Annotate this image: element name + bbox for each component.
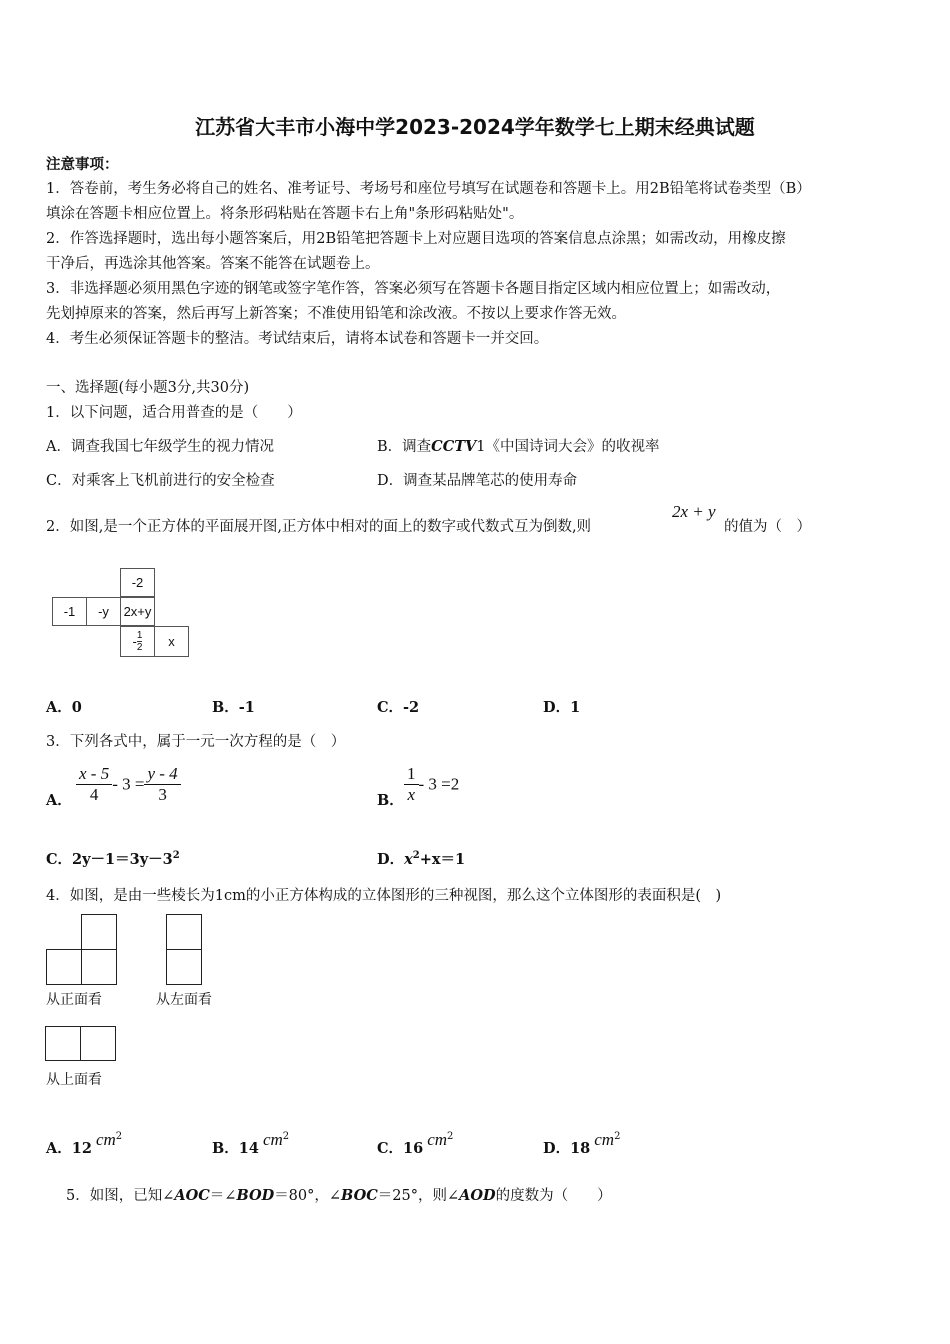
net-face-center: 2x+y	[120, 597, 155, 626]
q3-option-a-label: A．	[46, 792, 72, 809]
net-face-right: x	[154, 626, 189, 657]
front-view-square	[46, 949, 82, 985]
section-heading: 一、选择题(每小题3分,共30分)	[46, 380, 250, 396]
notice-line: 干净后，再选涂其他答案。答案不能答在试题卷上。	[46, 256, 380, 272]
q3-option-b-equation: $\frac{1}{x}$ - 3 =2	[404, 764, 459, 805]
q1-option-d: D．调查某品牌笔芯的使用寿命	[377, 473, 578, 489]
top-view-square	[45, 1026, 81, 1061]
q2-option-b: B．-1	[212, 699, 255, 716]
notice-line: 1．答卷前，考生务必将自己的姓名、准考证号、考场号和座位号填写在试题卷和答题卡上。用2B铅笔将试卷类型（B）	[46, 181, 811, 197]
q1-option-b: B．调查CCTV1《中国诗词大会》的收视率	[377, 438, 660, 455]
q4-option-d: D．18 $cm^2$	[543, 1130, 621, 1157]
question-5-stem: 5．如图，已知∠AOC＝∠BOD＝80°，∠BOC＝25°，则∠AOD的度数为（ ）	[66, 1187, 612, 1204]
left-view-square	[166, 949, 202, 985]
top-view-label: 从上面看	[46, 1071, 102, 1087]
notice-line: 4．考生必须保证答题卡的整洁。考试结束后，请将本试卷和答题卡一并交回。	[46, 331, 549, 347]
left-view-square	[166, 914, 202, 950]
front-view-label: 从正面看	[46, 991, 102, 1007]
page-title: 江苏省大丰市小海中学2023-2024学年数学七上期末经典试题	[195, 115, 755, 139]
notice-line: 2．作答选择题时，选出每小题答案后，用2B铅笔把答题卡上对应题目选项的答案信息点涂黑；如需改动，用橡皮擦	[46, 231, 786, 247]
question-1-stem: 1．以下问题，适合用普查的是（ ）	[46, 405, 302, 421]
q3-option-b-label: B．	[377, 792, 404, 809]
q2-option-d: D．1	[543, 699, 581, 716]
net-face-top: -2	[120, 568, 155, 597]
q3-option-d: D．$x^2+x=1$	[377, 850, 466, 868]
notice-line: 先划掉原来的答案，然后再写上新答案；不准使用铅笔和涂改液。不按以上要求作答无效。	[46, 306, 626, 322]
q3-option-a-equation: $\frac{x - 5}{4}$ - 3 = $\frac{y - 4}{3}$	[76, 764, 181, 805]
q4-option-b: B．14 $cm^2$	[212, 1130, 290, 1157]
left-view-label: 从左面看	[156, 991, 212, 1007]
q1-option-c: C．对乘客上飞机前进行的安全检查	[46, 473, 275, 489]
q1-option-a: A．调查我国七年级学生的视力情况	[46, 439, 274, 455]
notice-line: 填涂在答题卡相应位置上。将条形码粘贴在答题卡右上角"条形码粘贴处"。	[46, 206, 524, 222]
question-3-stem: 3．下列各式中，属于一元一次方程的是（ ）	[46, 734, 346, 750]
net-face-left1: -1	[52, 597, 87, 626]
q4-option-c: C．16 $cm^2$	[377, 1130, 454, 1157]
q2-option-c: C．-2	[377, 699, 420, 716]
notice-line: 3．非选择题必须用黑色字迹的钢笔或签字笔作答，答案必须写在答题卡各题目指定区域内相应位置上；如需改动，	[46, 281, 781, 297]
question-4-stem: 4．如图，是由一些棱长为1cm的小正方体构成的立体图形的三种视图，那么这个立体图形的表面积是( )	[46, 888, 722, 904]
front-view-square	[81, 949, 117, 985]
q2-expression: 2x + y	[672, 502, 716, 521]
net-face-bottom: - 1 2	[120, 626, 155, 657]
q4-option-a: A．12 $cm^2$	[46, 1130, 123, 1157]
q2-option-a: A．0	[46, 699, 82, 716]
notice-heading: 注意事项：	[46, 156, 119, 173]
top-view-square	[80, 1026, 116, 1061]
q2-tail: 的值为（ ）	[724, 519, 811, 535]
question-2-stem: 2．如图,是一个正方体的平面展开图,正方体中相对的面上的数字或代数式互为倒数,则	[46, 519, 592, 535]
net-face-left2: -y	[86, 597, 121, 626]
q3-option-c: C．$2y-1=3y-3^2$	[46, 850, 180, 868]
front-view-square	[81, 914, 117, 950]
